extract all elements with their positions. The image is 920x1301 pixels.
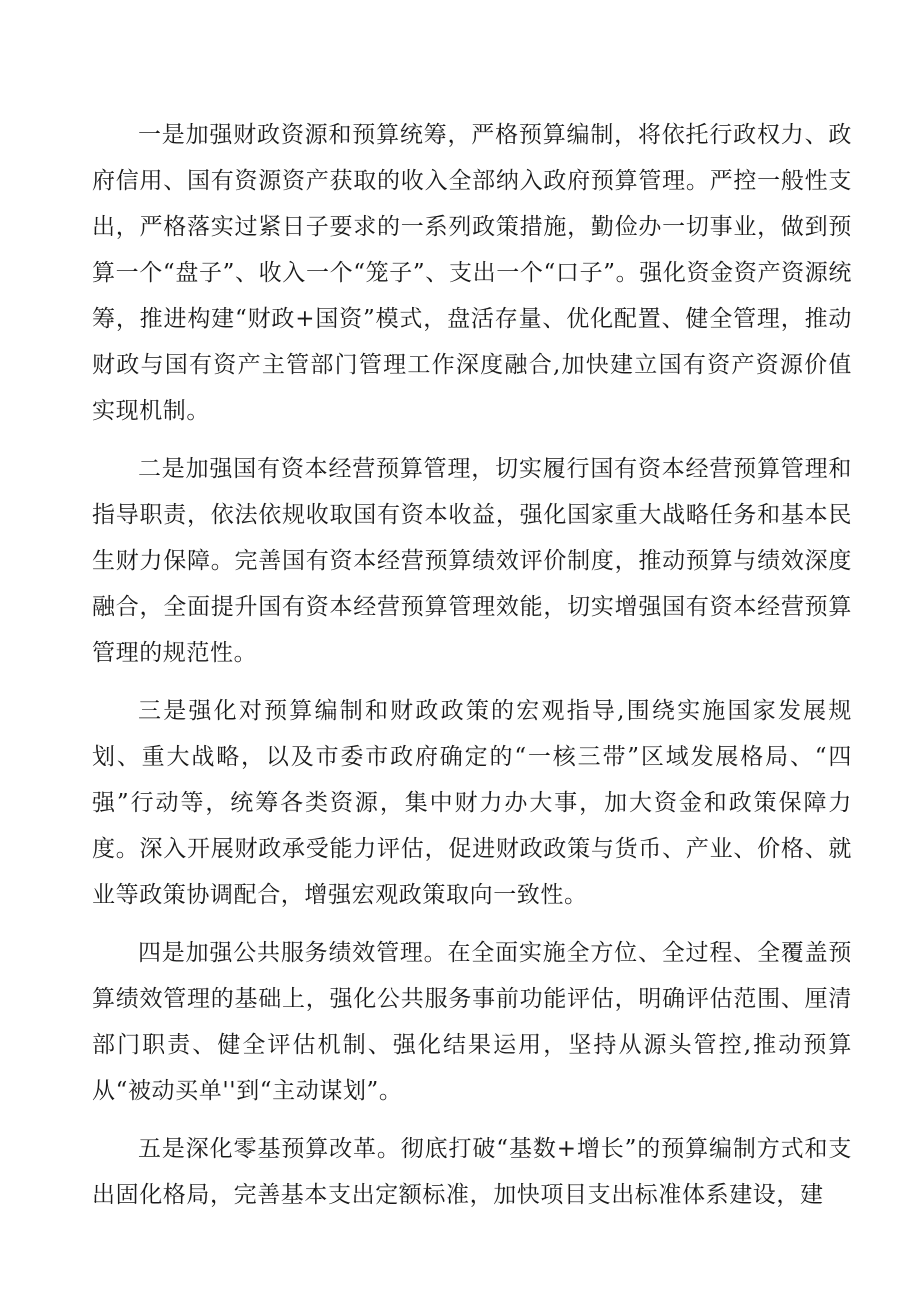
- paragraph-1: 一是加强财政资源和预算统筹，严格预算编制，将依托行政权力、政府信用、国有资源资产获取的收入全部纳入政府预算管理。严控一般性支出，严格落实过紧日子要求的一系列政策措施，勤俭办一切事业，做到预算一个“盘子”、收入一个“笼子”、支出一个“口子”。强化资金资产资源统筹，推进构建“财政+国资”模式，盘活存量、优化配置、健全管理，推动财政与国有资产主管部门管理工作深度融合,加快建立国有资产资源价值实现机制。: [92, 122, 852, 424]
- paragraph-5: 五是深化零基预算改革。彻底打破“基数+增长”的预算编制方式和支出固化格局，完善基本支出定额标准，加快项目支出标准体系建设，建: [92, 1136, 852, 1208]
- document-body: [92, 112, 852, 1218]
- paragraph-3: 三是强化对预算编制和财政政策的宏观指导,围绕实施国家发展规划、重大战略，以及市委市政府确定的“一核三带”区域发展格局、“四强”行动等，统筹各类资源，集中财力办大事，加大资金和政策保障力度。深入开展财政承受能力评估，促进财政政策与货币、产业、价格、就业等政策协调配合，增强宏观政策取向一致性。: [92, 698, 852, 908]
- paragraph-4: 四是加强公共服务绩效管理。在全面实施全方位、全过程、全覆盖预算绩效管理的基础上，强化公共服务事前功能评估，明确评估范围、厘清部门职责、健全评估机制、强化结果运用，坚持从源头管控,推动预算从“被动买单''到“主动谋划”。: [92, 940, 852, 1104]
- paragraph-2: 二是加强国有资本经营预算管理，切实履行国有资本经营预算管理和指导职责，依法依规收取国有资本收益，强化国家重大战略任务和基本民生财力保障。完善国有资本经营预算绩效评价制度，推动预算与绩效深度融合，全面提升国有资本经营预算管理效能，切实增强国有资本经营预算管理的规范性。: [92, 456, 852, 666]
